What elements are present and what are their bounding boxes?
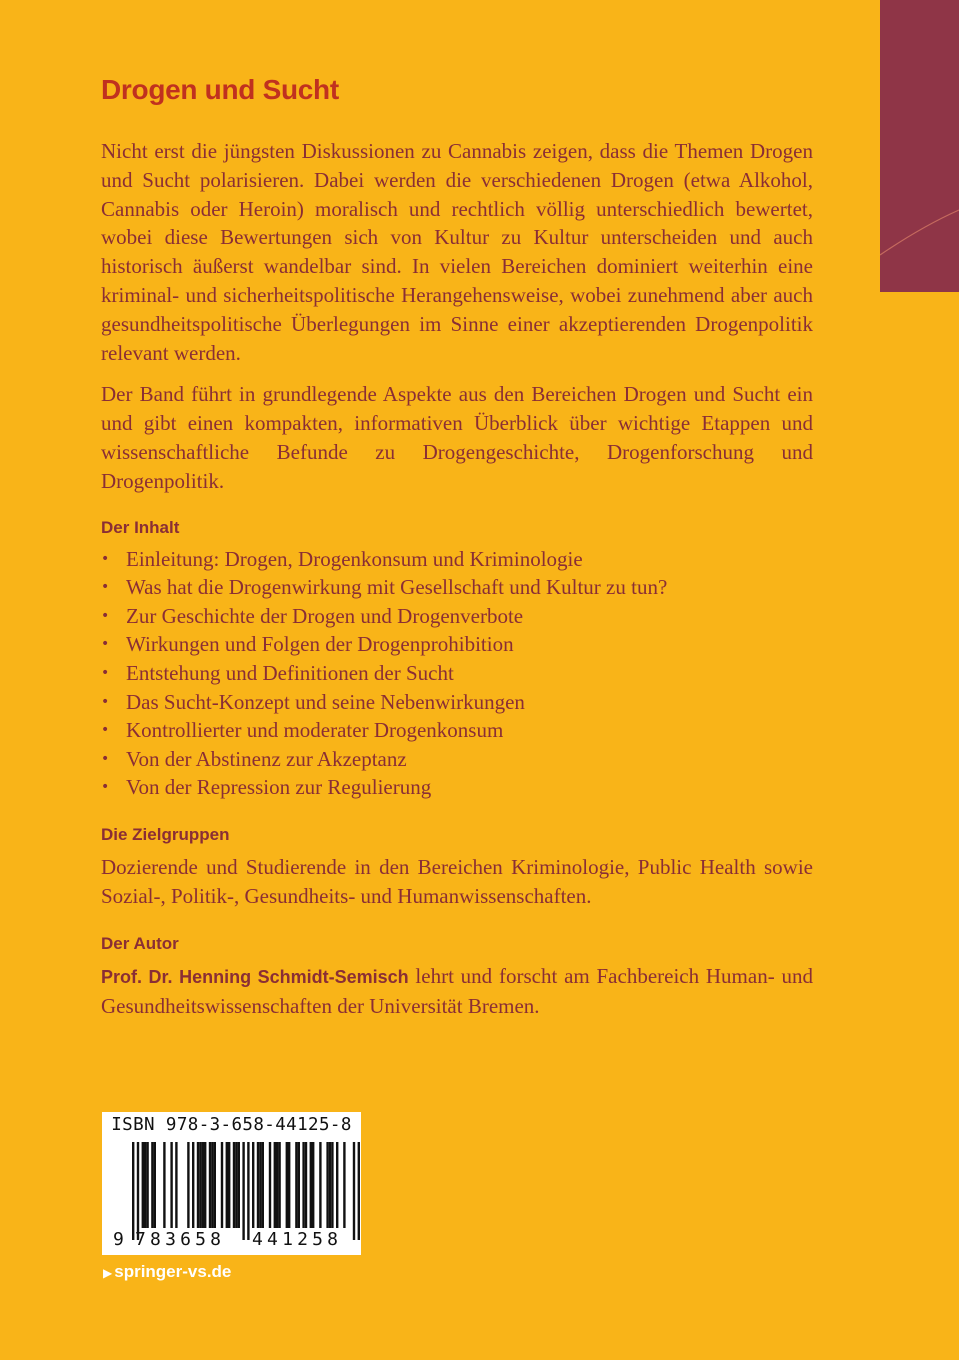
barcode-bar — [343, 1142, 345, 1228]
barcode-bar — [353, 1142, 355, 1240]
description-paragraph-1: Nicht erst die jüngsten Diskussionen zu Cannabis zeigen, dass die Themen Drogen und Sucht polarisieren. Dabei werden die verschiedenen Drogen (etwa Alkohol, Cannabis oder Heroin) moralisch und rechtlich völlig unterschiedlich bewertet, wobei diese Bewertungen sich von Kultur zu Kultur unterscheiden und auch historisch äußerst wandelbar sind. In vielen Bereichen dominiert weiterhin eine kriminal- und sicherheitspolitische Herangehensweise, wobei zunehmend aber auch gesundheitspolitische Überlegungen im Sinne einer akzeptierenden Drogenpolitik relevant werden. — [101, 139, 813, 365]
barcode-bar — [238, 1142, 240, 1228]
barcode-bar — [228, 1142, 230, 1228]
barcode-bar — [209, 1142, 211, 1228]
isbn-barcode: ISBN 978-3-658-44125-8 9 783658 441258 — [102, 1112, 361, 1255]
barcode-bar — [312, 1142, 314, 1228]
contents-heading: Der Inhalt — [101, 517, 180, 537]
target-groups-text: Dozierende und Studierende in den Bereichen Kriminologie, Public Health sowie Sozial-, Politik-, Gesundheits- und Humanwissenschaften. — [101, 854, 813, 908]
barcode-bar — [132, 1142, 134, 1240]
website-label: springer-vs.de — [114, 1262, 232, 1281]
barcode-bar — [262, 1142, 264, 1228]
corner-color-tab — [880, 0, 959, 292]
list-item: • Das Sucht-Konzept und seine Nebenwirkungen — [101, 688, 813, 717]
arrow-right-icon: ▶ — [103, 1266, 113, 1280]
barcode-bar — [252, 1142, 254, 1228]
author-heading: Der Autor — [101, 933, 179, 953]
barcode-bar — [276, 1142, 278, 1228]
barcode-bar — [187, 1142, 189, 1228]
barcode-bar — [302, 1142, 304, 1228]
barcode-bar — [331, 1142, 333, 1228]
barcode-bar — [214, 1142, 216, 1228]
barcode-bar — [329, 1142, 331, 1228]
barcode-bar — [257, 1142, 259, 1228]
barcode-bar — [358, 1142, 360, 1240]
barcode-bar — [235, 1142, 237, 1228]
bullet-icon: • — [101, 550, 110, 567]
barcode-bar — [274, 1142, 276, 1228]
barcode-bar — [197, 1142, 199, 1228]
list-item: • Zur Geschichte der Drogen und Drogenverbote — [101, 602, 813, 631]
bullet-icon: • — [101, 636, 110, 653]
barcode-bar — [242, 1142, 244, 1240]
barcode-bar — [226, 1142, 228, 1228]
barcode-bar — [233, 1142, 235, 1228]
author-name: Prof. Dr. Henning Schmidt-Semisch — [101, 966, 409, 987]
barcode-bar — [336, 1142, 338, 1228]
list-item: • Entstehung und Definitionen der Sucht — [101, 659, 813, 688]
barcode-bar — [288, 1142, 290, 1228]
list-item: • Von der Abstinenz zur Akzeptanz — [101, 745, 813, 774]
barcode-bar — [144, 1142, 146, 1228]
author-text — [101, 962, 813, 1021]
barcode-bar — [295, 1142, 297, 1228]
barcode-bar — [211, 1142, 213, 1228]
list-item: • Einleitung: Drogen, Drogenkonsum und Kriminologie — [101, 545, 813, 574]
barcode-bar — [326, 1142, 328, 1228]
list-item: • Kontrollierter und moderater Drogenkonsum — [101, 716, 813, 745]
barcode-bar — [202, 1142, 204, 1228]
decorative-curve — [880, 0, 959, 292]
barcode-bar — [310, 1142, 312, 1228]
barcode-bar — [163, 1142, 165, 1228]
contents-list — [101, 545, 813, 802]
barcode-bar — [204, 1142, 206, 1228]
bullet-icon: • — [101, 750, 110, 767]
publisher-website[interactable] — [103, 1262, 231, 1282]
isbn-label: ISBN 978-3-658-44125-8 — [111, 1115, 352, 1135]
barcode-bar — [142, 1142, 144, 1228]
barcode-bars — [102, 1142, 361, 1242]
barcode-bar — [170, 1142, 172, 1228]
barcode-bar — [259, 1142, 261, 1228]
barcode-bar — [154, 1142, 156, 1228]
author-bio: lehrt und forscht am Fachbereich Human- und Gesundheitswissenschaften der Universität Bremen. — [101, 963, 813, 1018]
bullet-icon: • — [101, 693, 110, 710]
book-title: Drogen und Sucht — [101, 74, 339, 105]
barcode-bar — [175, 1142, 177, 1228]
back-cover-text — [101, 70, 813, 1021]
barcode-bar — [319, 1142, 321, 1228]
list-item: • Von der Repression zur Regulierung — [101, 773, 813, 802]
barcode-bar — [305, 1142, 307, 1228]
barcode-bar — [286, 1142, 288, 1228]
barcode-bar — [192, 1142, 194, 1228]
bullet-icon: • — [101, 722, 110, 739]
bullet-icon: • — [101, 579, 110, 596]
bullet-icon: • — [101, 779, 110, 796]
description-paragraph-2: Der Band führt in grundlegende Aspekte aus den Bereichen Drogen und Sucht ein und gibt einen kompakten, informativen Überblick über wichtige Etappen und wissenschaftliche Befunde zu Drogengeschichte, Drogenforschung und Drogenpolitik. — [101, 382, 813, 493]
barcode-bar — [137, 1142, 139, 1240]
barcode-bar — [247, 1142, 249, 1240]
list-item: • Wirkungen und Folgen der Drogenprohibition — [101, 630, 813, 659]
list-item: • Was hat die Drogenwirkung mit Gesellschaft und Kultur zu tun? — [101, 573, 813, 602]
bullet-icon: • — [101, 607, 110, 624]
barcode-bar — [151, 1142, 153, 1228]
target-groups-heading: Die Zielgruppen — [101, 824, 230, 844]
barcode-bar — [269, 1142, 271, 1228]
bullet-icon: • — [101, 664, 110, 681]
barcode-bar — [221, 1142, 223, 1228]
barcode-bar — [298, 1142, 300, 1228]
barcode-bar — [146, 1142, 148, 1228]
barcode-bar — [278, 1142, 280, 1228]
barcode-bar — [199, 1142, 201, 1228]
